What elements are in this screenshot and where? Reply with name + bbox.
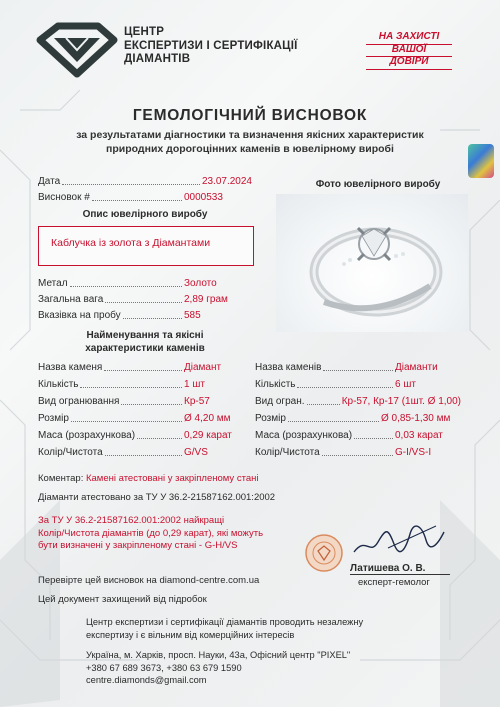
item-section-title: Опис ювелірного виробу (82, 209, 208, 220)
photo-label: Фото ювелірного виробу (315, 179, 441, 190)
stone-left-value: G/VS (184, 447, 208, 458)
footer (86, 616, 363, 687)
stone-right-value: 0,03 карат (395, 430, 443, 441)
metal-row (38, 278, 252, 289)
stone-left-label: Назва каменя (38, 362, 103, 373)
note-line1: За ТУ У 36.2-21587162.001:2002 найкращі (38, 515, 225, 526)
footer-line3: Україна, м. Харків, просп. Науки, 43а, Офісний центр "PIXEL" (86, 650, 351, 660)
stone-left-label: Вид огранювання (38, 396, 120, 407)
stone-right-value: 6 шт (395, 379, 416, 390)
weight-row (38, 294, 252, 305)
slogan-stamp (366, 32, 452, 70)
stone-left-value: Кр-57 (184, 396, 210, 407)
item-description-box (38, 226, 254, 266)
certified-text: Діаманти атестовано за ТУ У 36.2-21587162.001:2002 (38, 492, 276, 503)
comment (38, 473, 258, 484)
probe-row (38, 310, 252, 321)
date-row (38, 176, 252, 187)
comment-value: Камені атестовані у закріпленому стані (85, 473, 259, 484)
subtitle-line2: природних дорогоцінних каменів в ювелірному виробі (106, 143, 394, 155)
weight-label: Загальна вага (38, 294, 104, 305)
stone-right-label: Маса (розрахункова) (255, 430, 353, 441)
stone-left-row (38, 362, 252, 373)
ring-image (276, 194, 468, 332)
note-line2: Колір/Чистота діамантів (до 0,29 карат), які можуть (38, 527, 264, 539)
document-title: ГЕМОЛОГІЧНИЙ ВИСНОВОК (132, 107, 368, 124)
stone-left-row (38, 413, 252, 424)
subtitle-line1: за результатами діагностики та визначення якісних характеристик (76, 129, 424, 141)
stone-right-row (255, 447, 461, 458)
item-description: Каблучка із золота з Діамантами (51, 237, 211, 249)
stone-left-value: 0,29 карат (184, 430, 232, 441)
stone-left-row (38, 379, 252, 390)
stone-left-label: Кількість (38, 379, 79, 390)
stone-right-row (255, 430, 461, 441)
stone-right-row (255, 413, 461, 424)
stone-left-row (38, 447, 252, 458)
note-line3: бути визначені у закріпленому стані - G-H/VS (38, 540, 238, 551)
number-row (38, 192, 252, 203)
stamp-line1: НА ЗАХИСТІ (366, 32, 452, 45)
stamp-line3: ДОВІРИ (366, 57, 452, 70)
number-value: 0000533 (184, 192, 223, 203)
stone-right-value: Діаманти (395, 362, 438, 373)
document-subtitle (0, 128, 500, 156)
footer-line2: експертизу і є вільним від комерційних інтересів (86, 629, 295, 640)
seal-icon (304, 533, 344, 573)
stone-right-row (255, 396, 461, 407)
stone-right-value: Кр-57, Кр-17 (1шт. Ø 1,00) (341, 396, 461, 407)
stamp-line2: ВАШОЇ (366, 45, 452, 58)
stone-left-row (38, 396, 252, 407)
expert-name: Латишева О. В. (350, 563, 450, 575)
stone-left-value: Ø 4,20 мм (184, 413, 231, 424)
metal-label: Метал (38, 278, 68, 289)
stone-left-value: 1 шт (184, 379, 205, 390)
stone-right-row (255, 379, 461, 390)
weight-value: 2,89 грам (184, 294, 228, 305)
stone-left-label: Маса (розрахункова) (38, 430, 136, 441)
org-name-line2: ЕКСПЕРТИЗИ І СЕРТИФІКАЦІЇ (124, 39, 298, 52)
stone-right-label: Кількість (255, 379, 296, 390)
number-label: Висновок # (38, 192, 90, 203)
stone-left-value: Діамант (184, 362, 222, 373)
stone-right-row (255, 362, 461, 373)
metal-value: Золото (184, 278, 217, 289)
stones-heading (38, 329, 252, 355)
stone-right-label: Колір/Чистота (255, 447, 320, 458)
org-name (124, 26, 298, 67)
stone-right-value: G-I/VS-I (395, 447, 432, 458)
probe-value: 585 (184, 310, 201, 321)
date-label: Дата (38, 176, 61, 187)
ring-photo (276, 194, 468, 332)
standard-note (38, 515, 263, 553)
stone-right-label: Назва каменів (255, 362, 322, 373)
check-link[interactable]: Перевірте цей висновок на diamond-centre.com.ua (38, 575, 260, 586)
stones-heading-line1: Найменування та якісні (86, 330, 204, 341)
stone-right-value: Ø 0,85-1,30 мм (381, 413, 451, 424)
org-name-line3: ДІАМАНТІВ (124, 53, 191, 65)
date-value: 23.07.2024 (201, 176, 252, 187)
footer-email[interactable]: centre.diamonds@gmail.com (86, 675, 207, 685)
diamond-logo-icon (36, 22, 118, 78)
protected-text: Цей документ захищений від підробок (38, 594, 207, 605)
footer-line4: +380 67 689 3673, +380 63 679 1590 (86, 662, 242, 673)
org-name-line1: ЦЕНТР (124, 26, 165, 38)
expert-role: експерт-гемолог (358, 577, 430, 588)
stones-heading-line2: характеристики каменів (85, 343, 205, 354)
stone-right-label: Розмір (255, 413, 286, 424)
stone-left-label: Розмір (38, 413, 69, 424)
stone-left-row (38, 430, 252, 441)
probe-label: Вказівка на пробу (38, 310, 121, 321)
footer-line1: Центр експертизи і сертифікації діамантів проводить незалежну (86, 617, 364, 627)
signature-icon (348, 518, 448, 562)
stone-right-label: Вид огран. (255, 396, 305, 407)
stone-left-label: Колір/Чистота (38, 447, 103, 458)
comment-label: Коментар: (38, 473, 84, 484)
